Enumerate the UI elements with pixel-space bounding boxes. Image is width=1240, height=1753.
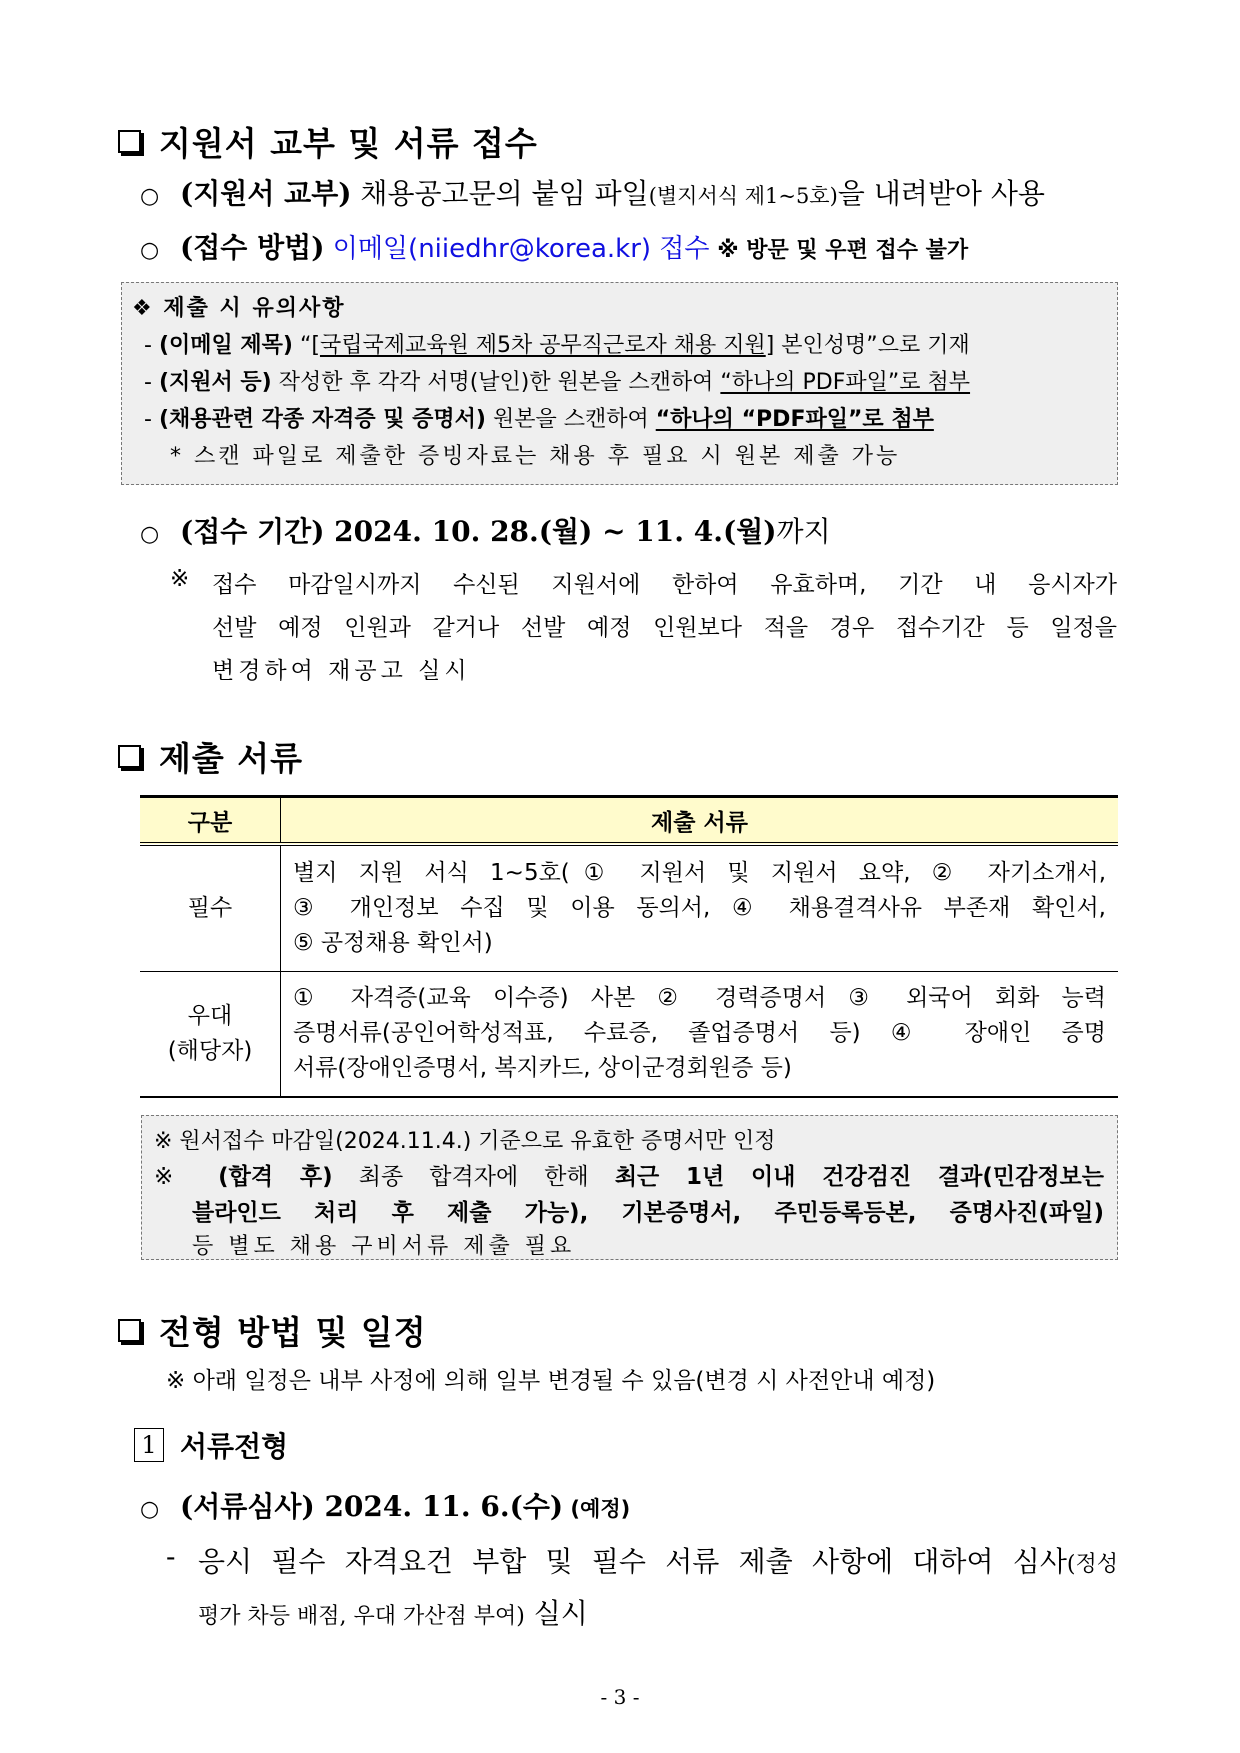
table-cell-documents bbox=[281, 844, 1119, 971]
notice-text: 작성한 후 각각 서명(날인)한 원본을 스캔하여 bbox=[271, 370, 721, 395]
notice-emphasis: “하나의 PDF파일”로 첨부 bbox=[720, 370, 971, 395]
notice-title: ❖ 제출 시 유의사항 bbox=[132, 296, 346, 321]
notice-line-certificates bbox=[144, 402, 934, 433]
note-line: 블라인드 처리 후 제출 가능), 기본증명서, 주민등록등본, 증명사진(파일) bbox=[192, 1200, 1104, 1226]
notice-text: 원본을 스캔하여 bbox=[485, 407, 656, 432]
category-line: (해당자) bbox=[167, 1037, 253, 1064]
item-label: (서류심사) bbox=[180, 1490, 315, 1523]
subsection-number: 1 bbox=[134, 1428, 164, 1462]
detail-dash: - bbox=[166, 1540, 176, 1573]
dash: - bbox=[144, 407, 159, 432]
notice-line-scan: * 스캔 파일로 제출한 증빙자료는 채용 후 필요 시 원본 제출 가능 bbox=[170, 444, 901, 469]
period-note-line: 변경하여 재공고 실시 bbox=[212, 658, 471, 684]
section-heading-documents bbox=[118, 733, 303, 780]
notice-text: ] 본인성명”으로 기재 bbox=[765, 333, 970, 358]
notice-label: (지원서 등) bbox=[158, 370, 272, 395]
note-line bbox=[154, 1158, 1104, 1191]
item-note: (예정) bbox=[563, 1497, 631, 1521]
note-line: ※ 원서접수 마감일(2024.11.4.) 기준으로 유효한 증명서만 인정 bbox=[154, 1129, 776, 1154]
period-note-line: 선발 예정 인원과 같거나 선발 예정 인원보다 적을 경우 접수기간 등 일정을 bbox=[212, 615, 1117, 641]
table-row bbox=[140, 844, 1118, 971]
table-cell-documents bbox=[281, 971, 1119, 1097]
document-line: 서류(장애인증명서, 복지카드, 상이군경회원증 등) bbox=[293, 1055, 792, 1082]
notice-label: (이메일 제목) bbox=[158, 333, 293, 358]
subsection-title: 서류전형 bbox=[180, 1430, 289, 1463]
item-document-review bbox=[140, 1485, 630, 1525]
item-text: 을 내려받아 사용 bbox=[837, 177, 1045, 210]
document-line: ③ 개인정보 수집 및 이용 동의서, ④ 채용결격사유 부존재 확인서, bbox=[293, 894, 1106, 921]
table-header-row bbox=[140, 797, 1118, 845]
item-label: (접수 기간) bbox=[180, 515, 325, 548]
detail-text-small: (정성 bbox=[1066, 1552, 1118, 1577]
review-date: 2024. 11. 6.(수) bbox=[314, 1490, 564, 1523]
circle-bullet-icon: ○ bbox=[140, 522, 160, 547]
notice-line-email-subject bbox=[144, 328, 970, 359]
checkbox-square-icon bbox=[118, 130, 141, 153]
item-label: (접수 방법) bbox=[180, 231, 325, 264]
item-label: (지원서 교부) bbox=[180, 177, 352, 210]
submission-notice-box bbox=[121, 282, 1118, 485]
circle-bullet-icon: ○ bbox=[140, 1497, 160, 1522]
schedule-note: ※ 아래 일정은 내부 사정에 의해 일부 변경될 수 있음(변경 시 사전안내 예정) bbox=[166, 1368, 936, 1394]
dash: - bbox=[144, 370, 159, 395]
section-title: 지원서 교부 및 서류 접수 bbox=[159, 124, 538, 163]
section-title: 제출 서류 bbox=[159, 739, 304, 778]
note-emphasis: 최근 1년 이내 건강검진 결과(민감정보는 bbox=[614, 1164, 1104, 1190]
subsection-document-screening bbox=[134, 1425, 288, 1465]
item-text: 채용공고문의 붙임 파일 bbox=[351, 177, 649, 210]
required-documents-table bbox=[140, 795, 1118, 1098]
circle-bullet-icon: ○ bbox=[140, 238, 160, 263]
detail-text-small: 평가 차등 배점, 우대 가산점 부여) bbox=[198, 1604, 525, 1629]
detail-line bbox=[198, 1592, 588, 1632]
notice-label: (채용관련 각종 자격증 및 증명서) bbox=[158, 407, 486, 432]
circle-bullet-icon: ○ bbox=[140, 184, 160, 209]
document-line: 별지 지원 서식 1~5호(① 지원서 및 지원서 요약, ② 자기소개서, bbox=[293, 859, 1106, 886]
category-line: 우대 bbox=[187, 1002, 233, 1029]
table-cell-category: 필수 bbox=[140, 844, 281, 971]
period-note-mark: ※ bbox=[170, 566, 190, 592]
document-line: ① 자격증(교육 이수증) 사본 ② 경력증명서 ③ 외국어 회화 능력 bbox=[293, 985, 1106, 1012]
dash: - bbox=[144, 333, 159, 358]
period-note-line: 접수 마감일시까지 수신된 지원서에 한하여 유효하며, 기간 내 응시자가 bbox=[212, 572, 1117, 598]
detail-text: 실시 bbox=[524, 1597, 588, 1630]
note-line: 등 별도 채용 구비서류 제출 필요 bbox=[192, 1234, 576, 1259]
table-row bbox=[140, 971, 1118, 1097]
email-subject-format: 국립국제교육원 제5차 공무직근로자 채용 지원 bbox=[319, 333, 766, 358]
document-line: 증명서류(공인어학성적표, 수료증, 졸업증명서 등) ④ 장애인 증명 bbox=[293, 1020, 1106, 1047]
notice-line-application bbox=[144, 365, 970, 396]
section-title: 전형 방법 및 일정 bbox=[159, 1313, 427, 1352]
table-header: 제출 서류 bbox=[281, 797, 1119, 845]
item-submission-method bbox=[140, 226, 968, 266]
item-text-small: (별지서식 제1~5호) bbox=[648, 184, 838, 208]
item-text: 까지 bbox=[776, 515, 831, 548]
note-label: (합격 후) bbox=[218, 1164, 333, 1190]
submission-period: 2024. 10. 28.(월) ~ 11. 4.(월) bbox=[324, 515, 777, 548]
document-line: ⑤ 공정채용 확인서) bbox=[293, 929, 493, 956]
note-mark: ※ bbox=[154, 1164, 219, 1190]
section-heading-selection bbox=[118, 1307, 427, 1354]
table-cell-category bbox=[140, 971, 281, 1097]
item-submission-period bbox=[140, 510, 831, 550]
detail-text: 응시 필수 자격요건 부합 및 필수 서류 제출 사항에 대하여 심사 bbox=[198, 1545, 1067, 1578]
item-application-distribution bbox=[140, 172, 1045, 212]
section-heading-application bbox=[118, 118, 538, 165]
table-header: 구분 bbox=[140, 797, 281, 845]
checkbox-square-icon bbox=[118, 745, 141, 768]
notice-emphasis: “하나의 “PDF파일”로 첨부 bbox=[655, 407, 934, 432]
detail-line bbox=[198, 1540, 1118, 1580]
notice-text: “[ bbox=[292, 333, 320, 358]
note-text: 최종 합격자에 한해 bbox=[332, 1164, 615, 1190]
email-link[interactable]: 이메일(niiedhr@korea.kr) 접수 bbox=[324, 234, 710, 264]
item-note: ※ 방문 및 우편 접수 불가 bbox=[709, 238, 969, 263]
documents-note-box bbox=[141, 1115, 1118, 1260]
page-number: - 3 - bbox=[600, 1685, 640, 1709]
checkbox-square-icon bbox=[118, 1319, 141, 1342]
